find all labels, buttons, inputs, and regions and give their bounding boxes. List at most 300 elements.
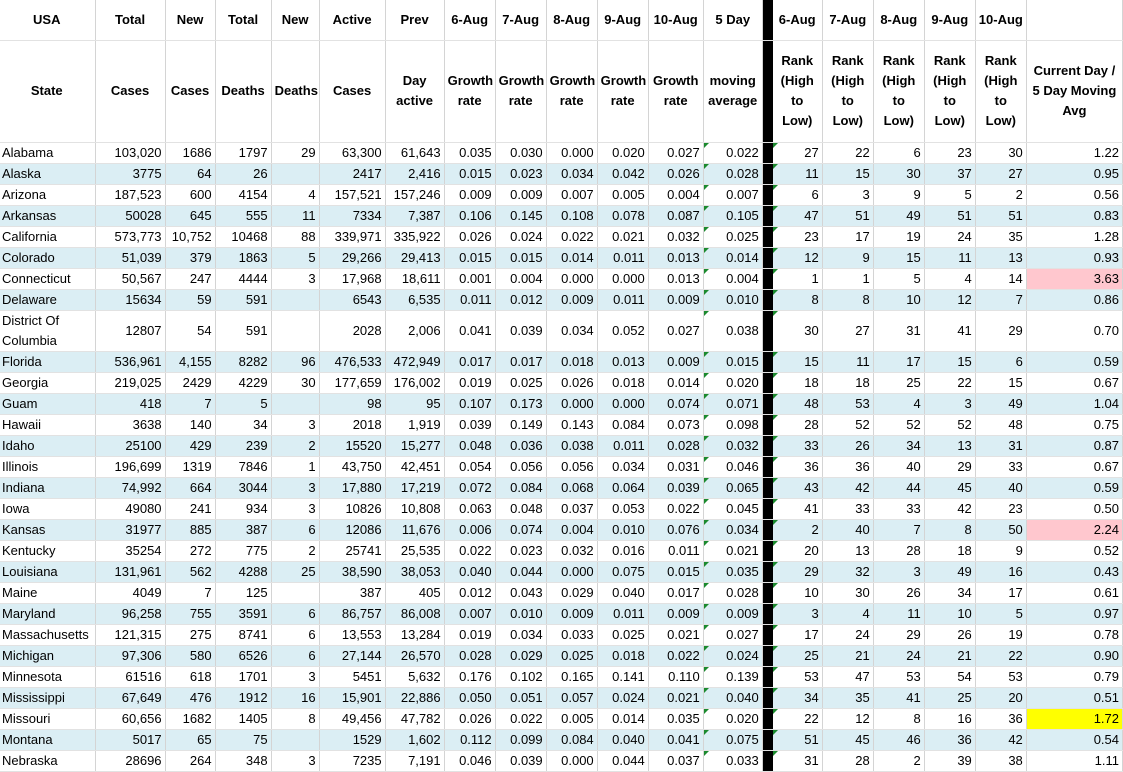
- cell-rank-8aug[interactable]: 28: [873, 540, 924, 561]
- cell-prev-day-active[interactable]: 1,919: [385, 414, 444, 435]
- cell-new-deaths[interactable]: 25: [271, 561, 319, 582]
- cell-rank-8aug[interactable]: 6: [873, 142, 924, 163]
- cell-growth-7aug[interactable]: 0.084: [495, 477, 546, 498]
- cell-new-deaths[interactable]: 96: [271, 351, 319, 372]
- cell-total-deaths[interactable]: 125: [215, 582, 271, 603]
- cell-rank-8aug[interactable]: 34: [873, 435, 924, 456]
- cell-new-deaths[interactable]: 30: [271, 372, 319, 393]
- cell-growth-10aug[interactable]: 0.110: [648, 666, 703, 687]
- cell-active-cases[interactable]: 63,300: [319, 142, 385, 163]
- cell-growth-9aug[interactable]: 0.044: [597, 750, 648, 771]
- cell-prev-day-active[interactable]: 335,922: [385, 226, 444, 247]
- cell-new-cases[interactable]: 272: [165, 540, 215, 561]
- cell-rank-7aug[interactable]: 26: [822, 435, 873, 456]
- cell-rank-10aug[interactable]: 2: [975, 184, 1026, 205]
- cell-new-cases[interactable]: 580: [165, 645, 215, 666]
- cell-growth-9aug[interactable]: 0.052: [597, 310, 648, 351]
- cell-rank-7aug[interactable]: 45: [822, 729, 873, 750]
- cell-growth-8aug[interactable]: 0.025: [546, 645, 597, 666]
- cell-growth-8aug[interactable]: 0.007: [546, 184, 597, 205]
- cell-moving-average[interactable]: 0.009: [703, 603, 762, 624]
- cell-moving-average[interactable]: 0.139: [703, 666, 762, 687]
- cell-growth-7aug[interactable]: 0.036: [495, 435, 546, 456]
- cell-growth-8aug[interactable]: 0.084: [546, 729, 597, 750]
- cell-growth-9aug[interactable]: 0.005: [597, 184, 648, 205]
- cell-divider[interactable]: [762, 666, 772, 687]
- cell-growth-8aug[interactable]: 0.033: [546, 624, 597, 645]
- cell-total-deaths[interactable]: 4288: [215, 561, 271, 582]
- cell-state[interactable]: Illinois: [0, 456, 95, 477]
- cell-rank-9aug[interactable]: 25: [924, 687, 975, 708]
- cell-total-deaths[interactable]: 4154: [215, 184, 271, 205]
- cell-moving-average[interactable]: 0.014: [703, 247, 762, 268]
- header-active-cases[interactable]: Active: [319, 0, 385, 40]
- cell-total-cases[interactable]: 60,656: [95, 708, 165, 729]
- cell-rank-6aug[interactable]: 15: [772, 351, 822, 372]
- cell-rank-8aug[interactable]: 10: [873, 289, 924, 310]
- cell-new-deaths[interactable]: 3: [271, 477, 319, 498]
- cell-growth-10aug[interactable]: 0.021: [648, 624, 703, 645]
- cell-moving-average[interactable]: 0.004: [703, 268, 762, 289]
- cell-rank-10aug[interactable]: 14: [975, 268, 1026, 289]
- cell-new-cases[interactable]: 1319: [165, 456, 215, 477]
- cell-rank-6aug[interactable]: 33: [772, 435, 822, 456]
- cell-active-cases[interactable]: 27,144: [319, 645, 385, 666]
- cell-new-cases[interactable]: 4,155: [165, 351, 215, 372]
- header-prev-day-active[interactable]: Prev: [385, 0, 444, 40]
- cell-moving-average[interactable]: 0.033: [703, 750, 762, 771]
- cell-rank-8aug[interactable]: 15: [873, 247, 924, 268]
- cell-new-cases[interactable]: 476: [165, 687, 215, 708]
- header-total-cases[interactable]: Total: [95, 0, 165, 40]
- cell-state[interactable]: Maine: [0, 582, 95, 603]
- cell-total-deaths[interactable]: 26: [215, 163, 271, 184]
- cell-total-deaths[interactable]: 591: [215, 310, 271, 351]
- cell-growth-6aug[interactable]: 0.026: [444, 226, 495, 247]
- cell-total-cases[interactable]: 61516: [95, 666, 165, 687]
- header-rank-8aug[interactable]: Rank (High to Low): [873, 40, 924, 142]
- cell-rank-9aug[interactable]: 16: [924, 708, 975, 729]
- cell-growth-8aug[interactable]: 0.037: [546, 498, 597, 519]
- cell-active-cases[interactable]: 2018: [319, 414, 385, 435]
- cell-rank-6aug[interactable]: 18: [772, 372, 822, 393]
- cell-rank-9aug[interactable]: 37: [924, 163, 975, 184]
- cell-new-deaths[interactable]: 2: [271, 435, 319, 456]
- cell-rank-6aug[interactable]: 31: [772, 750, 822, 771]
- cell-total-deaths[interactable]: 8741: [215, 624, 271, 645]
- cell-rank-7aug[interactable]: 1: [822, 268, 873, 289]
- cell-ratio[interactable]: 0.87: [1026, 435, 1122, 456]
- cell-rank-8aug[interactable]: 53: [873, 666, 924, 687]
- cell-new-cases[interactable]: 618: [165, 666, 215, 687]
- cell-divider[interactable]: [762, 289, 772, 310]
- cell-growth-10aug[interactable]: 0.004: [648, 184, 703, 205]
- cell-total-deaths[interactable]: 7846: [215, 456, 271, 477]
- cell-rank-9aug[interactable]: 23: [924, 142, 975, 163]
- cell-rank-10aug[interactable]: 22: [975, 645, 1026, 666]
- cell-growth-9aug[interactable]: 0.018: [597, 372, 648, 393]
- cell-rank-7aug[interactable]: 22: [822, 142, 873, 163]
- cell-rank-6aug[interactable]: 29: [772, 561, 822, 582]
- cell-growth-6aug[interactable]: 0.007: [444, 603, 495, 624]
- cell-total-cases[interactable]: 5017: [95, 729, 165, 750]
- cell-growth-7aug[interactable]: 0.149: [495, 414, 546, 435]
- header-growth-10aug[interactable]: Growth rate: [648, 40, 703, 142]
- cell-growth-8aug[interactable]: 0.165: [546, 666, 597, 687]
- cell-total-cases[interactable]: 74,992: [95, 477, 165, 498]
- cell-new-deaths[interactable]: [271, 310, 319, 351]
- cell-growth-6aug[interactable]: 0.022: [444, 540, 495, 561]
- cell-rank-6aug[interactable]: 27: [772, 142, 822, 163]
- cell-ratio[interactable]: 2.24: [1026, 519, 1122, 540]
- cell-state[interactable]: Alabama: [0, 142, 95, 163]
- cell-total-cases[interactable]: 418: [95, 393, 165, 414]
- cell-new-deaths[interactable]: [271, 729, 319, 750]
- cell-ratio[interactable]: 0.50: [1026, 498, 1122, 519]
- cell-active-cases[interactable]: 2417: [319, 163, 385, 184]
- cell-new-cases[interactable]: 241: [165, 498, 215, 519]
- cell-state[interactable]: Montana: [0, 729, 95, 750]
- cell-total-cases[interactable]: 96,258: [95, 603, 165, 624]
- cell-new-cases[interactable]: 600: [165, 184, 215, 205]
- cell-total-cases[interactable]: 3638: [95, 414, 165, 435]
- cell-new-cases[interactable]: 64: [165, 163, 215, 184]
- cell-rank-7aug[interactable]: 12: [822, 708, 873, 729]
- header-rank-7aug[interactable]: 7-Aug: [822, 0, 873, 40]
- cell-rank-8aug[interactable]: 3: [873, 561, 924, 582]
- cell-rank-8aug[interactable]: 17: [873, 351, 924, 372]
- cell-new-deaths[interactable]: 6: [271, 603, 319, 624]
- cell-divider[interactable]: [762, 268, 772, 289]
- header-rank-10aug[interactable]: 10-Aug: [975, 0, 1026, 40]
- cell-growth-8aug[interactable]: 0.014: [546, 247, 597, 268]
- cell-rank-8aug[interactable]: 49: [873, 205, 924, 226]
- cell-total-deaths[interactable]: 75: [215, 729, 271, 750]
- cell-ratio[interactable]: 0.51: [1026, 687, 1122, 708]
- cell-divider[interactable]: [762, 310, 772, 351]
- cell-rank-6aug[interactable]: 48: [772, 393, 822, 414]
- cell-divider[interactable]: [762, 540, 772, 561]
- cell-new-deaths[interactable]: [271, 582, 319, 603]
- cell-active-cases[interactable]: 25741: [319, 540, 385, 561]
- cell-moving-average[interactable]: 0.035: [703, 561, 762, 582]
- cell-rank-7aug[interactable]: 21: [822, 645, 873, 666]
- cell-rank-7aug[interactable]: 42: [822, 477, 873, 498]
- cell-total-cases[interactable]: 97,306: [95, 645, 165, 666]
- header-rank-8aug[interactable]: 8-Aug: [873, 0, 924, 40]
- header-rank-9aug[interactable]: Rank (High to Low): [924, 40, 975, 142]
- header-prev-day-active[interactable]: Day active: [385, 40, 444, 142]
- cell-prev-day-active[interactable]: 7,191: [385, 750, 444, 771]
- cell-growth-7aug[interactable]: 0.102: [495, 666, 546, 687]
- cell-growth-9aug[interactable]: 0.011: [597, 247, 648, 268]
- cell-divider[interactable]: [762, 729, 772, 750]
- cell-total-deaths[interactable]: 6526: [215, 645, 271, 666]
- cell-rank-9aug[interactable]: 45: [924, 477, 975, 498]
- cell-new-cases[interactable]: 59: [165, 289, 215, 310]
- cell-total-cases[interactable]: 12807: [95, 310, 165, 351]
- cell-rank-8aug[interactable]: 11: [873, 603, 924, 624]
- cell-growth-6aug[interactable]: 0.026: [444, 708, 495, 729]
- cell-rank-9aug[interactable]: 18: [924, 540, 975, 561]
- cell-growth-8aug[interactable]: 0.057: [546, 687, 597, 708]
- cell-growth-7aug[interactable]: 0.099: [495, 729, 546, 750]
- cell-total-cases[interactable]: 28696: [95, 750, 165, 771]
- cell-rank-9aug[interactable]: 34: [924, 582, 975, 603]
- cell-growth-10aug[interactable]: 0.076: [648, 519, 703, 540]
- cell-prev-day-active[interactable]: 15,277: [385, 435, 444, 456]
- cell-growth-9aug[interactable]: 0.040: [597, 729, 648, 750]
- cell-moving-average[interactable]: 0.098: [703, 414, 762, 435]
- cell-active-cases[interactable]: 339,971: [319, 226, 385, 247]
- cell-rank-9aug[interactable]: 29: [924, 456, 975, 477]
- cell-rank-8aug[interactable]: 33: [873, 498, 924, 519]
- header-divider[interactable]: [762, 40, 772, 142]
- cell-state[interactable]: Florida: [0, 351, 95, 372]
- header-growth-6aug[interactable]: 6-Aug: [444, 0, 495, 40]
- cell-new-deaths[interactable]: 4: [271, 184, 319, 205]
- cell-prev-day-active[interactable]: 176,002: [385, 372, 444, 393]
- cell-growth-9aug[interactable]: 0.040: [597, 582, 648, 603]
- cell-active-cases[interactable]: 17,880: [319, 477, 385, 498]
- cell-growth-8aug[interactable]: 0.000: [546, 142, 597, 163]
- cell-growth-6aug[interactable]: 0.001: [444, 268, 495, 289]
- cell-total-cases[interactable]: 219,025: [95, 372, 165, 393]
- cell-growth-7aug[interactable]: 0.145: [495, 205, 546, 226]
- header-total-deaths[interactable]: Total: [215, 0, 271, 40]
- cell-prev-day-active[interactable]: 13,284: [385, 624, 444, 645]
- cell-moving-average[interactable]: 0.075: [703, 729, 762, 750]
- cell-growth-7aug[interactable]: 0.010: [495, 603, 546, 624]
- cell-rank-7aug[interactable]: 40: [822, 519, 873, 540]
- header-moving-average[interactable]: moving average: [703, 40, 762, 142]
- cell-growth-10aug[interactable]: 0.013: [648, 247, 703, 268]
- cell-rank-7aug[interactable]: 17: [822, 226, 873, 247]
- cell-divider[interactable]: [762, 582, 772, 603]
- cell-prev-day-active[interactable]: 38,053: [385, 561, 444, 582]
- header-growth-7aug[interactable]: 7-Aug: [495, 0, 546, 40]
- cell-growth-6aug[interactable]: 0.012: [444, 582, 495, 603]
- cell-prev-day-active[interactable]: 5,632: [385, 666, 444, 687]
- cell-growth-10aug[interactable]: 0.074: [648, 393, 703, 414]
- cell-growth-10aug[interactable]: 0.035: [648, 708, 703, 729]
- cell-active-cases[interactable]: 15520: [319, 435, 385, 456]
- cell-total-cases[interactable]: 50,567: [95, 268, 165, 289]
- cell-new-deaths[interactable]: 2: [271, 540, 319, 561]
- cell-divider[interactable]: [762, 142, 772, 163]
- cell-new-deaths[interactable]: 16: [271, 687, 319, 708]
- cell-growth-7aug[interactable]: 0.009: [495, 184, 546, 205]
- cell-new-cases[interactable]: 247: [165, 268, 215, 289]
- header-rank-7aug[interactable]: Rank (High to Low): [822, 40, 873, 142]
- header-total-cases[interactable]: Cases: [95, 40, 165, 142]
- cell-rank-9aug[interactable]: 10: [924, 603, 975, 624]
- cell-rank-7aug[interactable]: 3: [822, 184, 873, 205]
- cell-rank-7aug[interactable]: 53: [822, 393, 873, 414]
- cell-growth-9aug[interactable]: 0.084: [597, 414, 648, 435]
- cell-divider[interactable]: [762, 708, 772, 729]
- cell-growth-7aug[interactable]: 0.039: [495, 310, 546, 351]
- cell-prev-day-active[interactable]: 22,886: [385, 687, 444, 708]
- header-state[interactable]: USA: [0, 0, 95, 40]
- cell-active-cases[interactable]: 43,750: [319, 456, 385, 477]
- cell-rank-9aug[interactable]: 54: [924, 666, 975, 687]
- cell-growth-8aug[interactable]: 0.038: [546, 435, 597, 456]
- cell-rank-9aug[interactable]: 52: [924, 414, 975, 435]
- cell-prev-day-active[interactable]: 472,949: [385, 351, 444, 372]
- cell-new-cases[interactable]: 429: [165, 435, 215, 456]
- cell-rank-6aug[interactable]: 12: [772, 247, 822, 268]
- cell-growth-6aug[interactable]: 0.011: [444, 289, 495, 310]
- cell-divider[interactable]: [762, 477, 772, 498]
- cell-total-cases[interactable]: 51,039: [95, 247, 165, 268]
- header-active-cases[interactable]: Cases: [319, 40, 385, 142]
- cell-growth-6aug[interactable]: 0.015: [444, 163, 495, 184]
- cell-growth-8aug[interactable]: 0.108: [546, 205, 597, 226]
- cell-moving-average[interactable]: 0.010: [703, 289, 762, 310]
- cell-moving-average[interactable]: 0.038: [703, 310, 762, 351]
- cell-rank-6aug[interactable]: 3: [772, 603, 822, 624]
- cell-total-deaths[interactable]: 1863: [215, 247, 271, 268]
- cell-ratio[interactable]: 0.52: [1026, 540, 1122, 561]
- cell-rank-10aug[interactable]: 31: [975, 435, 1026, 456]
- cell-growth-10aug[interactable]: 0.027: [648, 142, 703, 163]
- cell-new-deaths[interactable]: 5: [271, 247, 319, 268]
- cell-new-cases[interactable]: 1682: [165, 708, 215, 729]
- cell-rank-9aug[interactable]: 8: [924, 519, 975, 540]
- cell-rank-10aug[interactable]: 38: [975, 750, 1026, 771]
- cell-moving-average[interactable]: 0.027: [703, 624, 762, 645]
- cell-state[interactable]: Nebraska: [0, 750, 95, 771]
- cell-active-cases[interactable]: 157,521: [319, 184, 385, 205]
- cell-growth-9aug[interactable]: 0.011: [597, 603, 648, 624]
- cell-rank-7aug[interactable]: 27: [822, 310, 873, 351]
- cell-divider[interactable]: [762, 351, 772, 372]
- cell-active-cases[interactable]: 49,456: [319, 708, 385, 729]
- cell-new-cases[interactable]: 755: [165, 603, 215, 624]
- cell-growth-6aug[interactable]: 0.106: [444, 205, 495, 226]
- cell-rank-6aug[interactable]: 36: [772, 456, 822, 477]
- cell-active-cases[interactable]: 13,553: [319, 624, 385, 645]
- cell-growth-8aug[interactable]: 0.026: [546, 372, 597, 393]
- cell-rank-6aug[interactable]: 53: [772, 666, 822, 687]
- cell-rank-9aug[interactable]: 21: [924, 645, 975, 666]
- cell-state[interactable]: Idaho: [0, 435, 95, 456]
- cell-rank-9aug[interactable]: 5: [924, 184, 975, 205]
- cell-state[interactable]: Missouri: [0, 708, 95, 729]
- cell-total-deaths[interactable]: 591: [215, 289, 271, 310]
- cell-rank-7aug[interactable]: 8: [822, 289, 873, 310]
- cell-new-cases[interactable]: 379: [165, 247, 215, 268]
- cell-prev-day-active[interactable]: 6,535: [385, 289, 444, 310]
- cell-prev-day-active[interactable]: 10,808: [385, 498, 444, 519]
- cell-rank-8aug[interactable]: 41: [873, 687, 924, 708]
- cell-growth-6aug[interactable]: 0.035: [444, 142, 495, 163]
- cell-rank-8aug[interactable]: 9: [873, 184, 924, 205]
- cell-total-cases[interactable]: 536,961: [95, 351, 165, 372]
- cell-active-cases[interactable]: 177,659: [319, 372, 385, 393]
- cell-divider[interactable]: [762, 498, 772, 519]
- cell-total-cases[interactable]: 25100: [95, 435, 165, 456]
- cell-state[interactable]: Indiana: [0, 477, 95, 498]
- cell-divider[interactable]: [762, 603, 772, 624]
- cell-ratio[interactable]: 3.63: [1026, 268, 1122, 289]
- cell-growth-9aug[interactable]: 0.064: [597, 477, 648, 498]
- cell-growth-7aug[interactable]: 0.023: [495, 540, 546, 561]
- cell-rank-7aug[interactable]: 35: [822, 687, 873, 708]
- cell-growth-6aug[interactable]: 0.040: [444, 561, 495, 582]
- cell-growth-7aug[interactable]: 0.012: [495, 289, 546, 310]
- cell-rank-8aug[interactable]: 25: [873, 372, 924, 393]
- header-growth-9aug[interactable]: Growth rate: [597, 40, 648, 142]
- cell-new-cases[interactable]: 65: [165, 729, 215, 750]
- cell-ratio[interactable]: 0.86: [1026, 289, 1122, 310]
- cell-rank-8aug[interactable]: 52: [873, 414, 924, 435]
- cell-new-cases[interactable]: 2429: [165, 372, 215, 393]
- cell-growth-7aug[interactable]: 0.074: [495, 519, 546, 540]
- cell-rank-7aug[interactable]: 52: [822, 414, 873, 435]
- cell-new-cases[interactable]: 7: [165, 393, 215, 414]
- cell-growth-8aug[interactable]: 0.000: [546, 750, 597, 771]
- cell-new-cases[interactable]: 664: [165, 477, 215, 498]
- cell-growth-9aug[interactable]: 0.018: [597, 645, 648, 666]
- cell-growth-10aug[interactable]: 0.009: [648, 351, 703, 372]
- cell-new-cases[interactable]: 7: [165, 582, 215, 603]
- cell-growth-6aug[interactable]: 0.039: [444, 414, 495, 435]
- cell-growth-10aug[interactable]: 0.014: [648, 372, 703, 393]
- cell-rank-10aug[interactable]: 42: [975, 729, 1026, 750]
- cell-prev-day-active[interactable]: 157,246: [385, 184, 444, 205]
- header-ratio[interactable]: [1026, 0, 1122, 40]
- cell-total-deaths[interactable]: 239: [215, 435, 271, 456]
- cell-rank-10aug[interactable]: 7: [975, 289, 1026, 310]
- cell-ratio[interactable]: 0.75: [1026, 414, 1122, 435]
- cell-growth-7aug[interactable]: 0.015: [495, 247, 546, 268]
- cell-growth-8aug[interactable]: 0.000: [546, 393, 597, 414]
- cell-state[interactable]: Guam: [0, 393, 95, 414]
- cell-new-deaths[interactable]: 8: [271, 708, 319, 729]
- cell-total-deaths[interactable]: 1405: [215, 708, 271, 729]
- cell-moving-average[interactable]: 0.034: [703, 519, 762, 540]
- cell-prev-day-active[interactable]: 29,413: [385, 247, 444, 268]
- cell-moving-average[interactable]: 0.045: [703, 498, 762, 519]
- cell-growth-6aug[interactable]: 0.015: [444, 247, 495, 268]
- cell-rank-8aug[interactable]: 30: [873, 163, 924, 184]
- cell-rank-7aug[interactable]: 32: [822, 561, 873, 582]
- cell-growth-7aug[interactable]: 0.024: [495, 226, 546, 247]
- cell-state[interactable]: Colorado: [0, 247, 95, 268]
- cell-state[interactable]: District Of Columbia: [0, 310, 95, 351]
- cell-total-deaths[interactable]: 555: [215, 205, 271, 226]
- cell-rank-9aug[interactable]: 24: [924, 226, 975, 247]
- cell-state[interactable]: Connecticut: [0, 268, 95, 289]
- cell-growth-6aug[interactable]: 0.019: [444, 624, 495, 645]
- cell-growth-6aug[interactable]: 0.006: [444, 519, 495, 540]
- cell-growth-9aug[interactable]: 0.016: [597, 540, 648, 561]
- cell-total-cases[interactable]: 121,315: [95, 624, 165, 645]
- cell-state[interactable]: Mississippi: [0, 687, 95, 708]
- cell-total-cases[interactable]: 67,649: [95, 687, 165, 708]
- cell-prev-day-active[interactable]: 2,416: [385, 163, 444, 184]
- cell-rank-9aug[interactable]: 36: [924, 729, 975, 750]
- cell-moving-average[interactable]: 0.015: [703, 351, 762, 372]
- cell-rank-7aug[interactable]: 11: [822, 351, 873, 372]
- cell-growth-6aug[interactable]: 0.107: [444, 393, 495, 414]
- cell-growth-8aug[interactable]: 0.029: [546, 582, 597, 603]
- cell-growth-10aug[interactable]: 0.041: [648, 729, 703, 750]
- cell-prev-day-active[interactable]: 86,008: [385, 603, 444, 624]
- cell-growth-6aug[interactable]: 0.176: [444, 666, 495, 687]
